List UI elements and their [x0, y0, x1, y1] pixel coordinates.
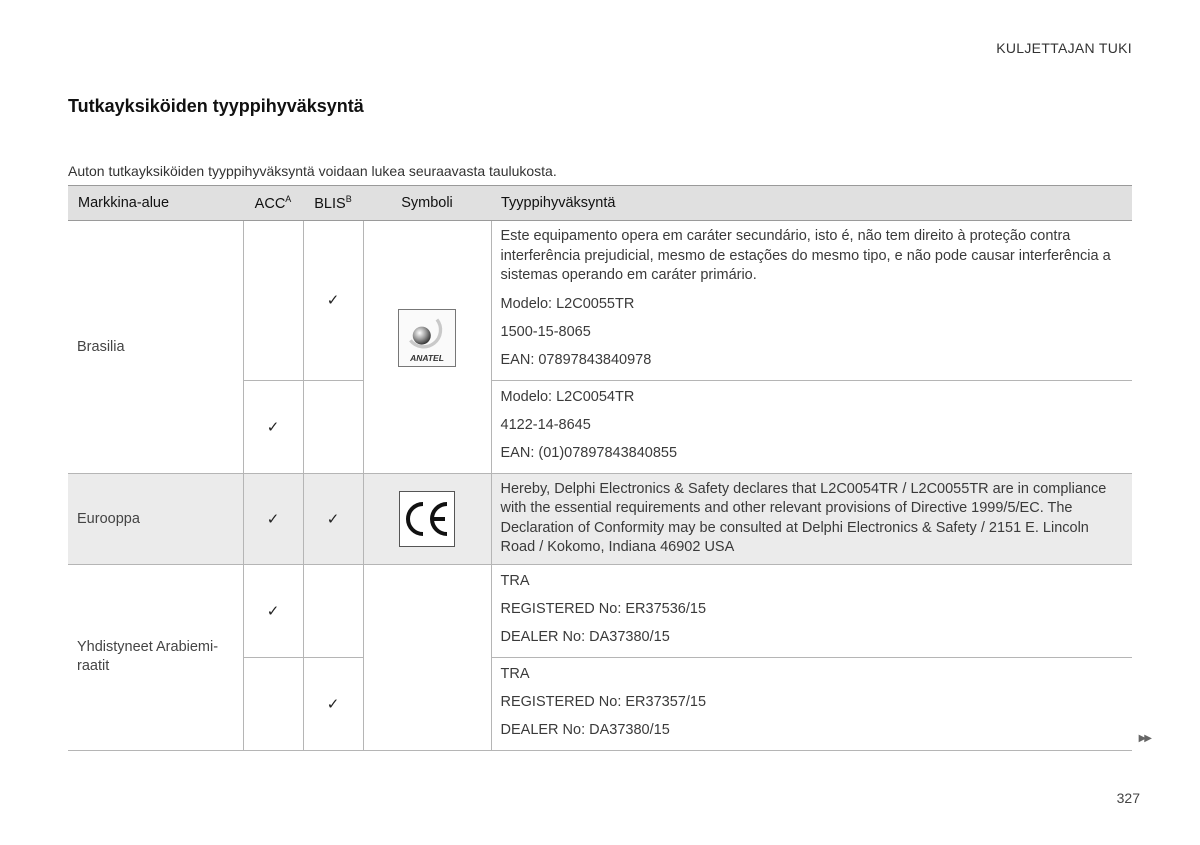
- approval-line: TRA: [500, 572, 530, 589]
- approval-line: TRA: [500, 665, 530, 682]
- symbol-cell: [363, 564, 491, 750]
- header-blis: $BLIS^B$: [303, 186, 363, 221]
- approval-cell: [491, 657, 1132, 750]
- approval-line: REGISTERED No: ER37357/15: [500, 693, 707, 710]
- header-approval: Tyyppihyväksyntä: [491, 186, 1132, 221]
- double-arrow-right-icon: ▶▶: [1138, 733, 1150, 744]
- header-acc: $ACC^A$: [243, 186, 303, 221]
- page-title: Tutkayksiköiden tyyppihyväksyntä: [68, 96, 364, 116]
- page-number: 327: [1116, 790, 1140, 806]
- approval-line: REGISTERED No: ER37536/15: [500, 600, 707, 617]
- approval-line: DEALER No: DA37380/15: [500, 628, 670, 645]
- approval-line: EAN: (01)07897843840855: [500, 444, 678, 461]
- anatel-logo-text: ANATEL: [410, 353, 444, 363]
- market-cell: Yhdistyneet Arabiemi- raatit: [68, 564, 243, 750]
- blis-check: ✓: [303, 657, 363, 750]
- market-cell: Eurooppa: [68, 473, 243, 564]
- anatel-logo-icon: [398, 309, 456, 367]
- table-header-row: [68, 186, 1132, 221]
- approval-cell: [491, 221, 1132, 381]
- blis-cell: [303, 564, 363, 657]
- symbol-cell: [363, 221, 491, 474]
- table-row: [68, 564, 1132, 657]
- approval-cell: [491, 564, 1132, 657]
- intro-text: Auton tutkayksiköiden tyyppihyväksyntä voidaan lukea seuraavasta taulukosta.: [68, 163, 557, 179]
- acc-check: ✓: [243, 564, 303, 657]
- approval-line: 1500-15-8065: [500, 323, 591, 340]
- header-market: Markkina-alue: [68, 186, 243, 221]
- blis-check: ✓: [303, 221, 363, 381]
- table-row: [68, 473, 1132, 564]
- symbol-cell: [363, 473, 491, 564]
- approval-cell: [491, 473, 1132, 564]
- approval-line: Modelo: L2C0055TR: [500, 295, 635, 312]
- ce-mark-icon: [399, 491, 455, 547]
- approval-table: [68, 185, 1132, 751]
- table-row: [68, 221, 1132, 381]
- approval-line: EAN: 07897843840978: [500, 351, 652, 368]
- section-header: KULJETTAJAN TUKI: [996, 40, 1132, 56]
- approval-text: Este equipamento opera em caráter secundário, isto é, não tem direito à proteção contra interferência prejudicial, mesmo de estações do mesmo tipo, e não pode causar interferência a sistemas operando em caráter primário.: [500, 228, 1111, 283]
- acc-cell: [243, 221, 303, 381]
- acc-cell: [243, 657, 303, 750]
- blis-cell: [303, 380, 363, 473]
- blis-check: ✓: [303, 473, 363, 564]
- approval-line: DEALER No: DA37380/15: [500, 721, 670, 738]
- acc-check: ✓: [243, 380, 303, 473]
- blis-footnote-mark: B: [345, 194, 352, 205]
- approval-cell: [491, 380, 1132, 473]
- acc-footnote-mark: A: [285, 194, 292, 205]
- acc-check: ✓: [243, 473, 303, 564]
- market-cell: Brasilia: [68, 221, 243, 474]
- approval-line: 4122-14-8645: [500, 416, 591, 433]
- approval-text: Hereby, Delphi Electronics & Safety declares that L2C0054TR / L2C0055TR are in compliance with the essential requirements and other relevant provisions of Directive 1999/5/EC. The Declaration of Conformity may be consulted at Delphi Electronics & Safety / 2151 E. Lincoln Road / Kokomo, Indiana 46902 USA: [500, 480, 1107, 555]
- approval-line: Modelo: L2C0054TR: [500, 388, 635, 405]
- header-symbol: Symboli: [363, 186, 491, 221]
